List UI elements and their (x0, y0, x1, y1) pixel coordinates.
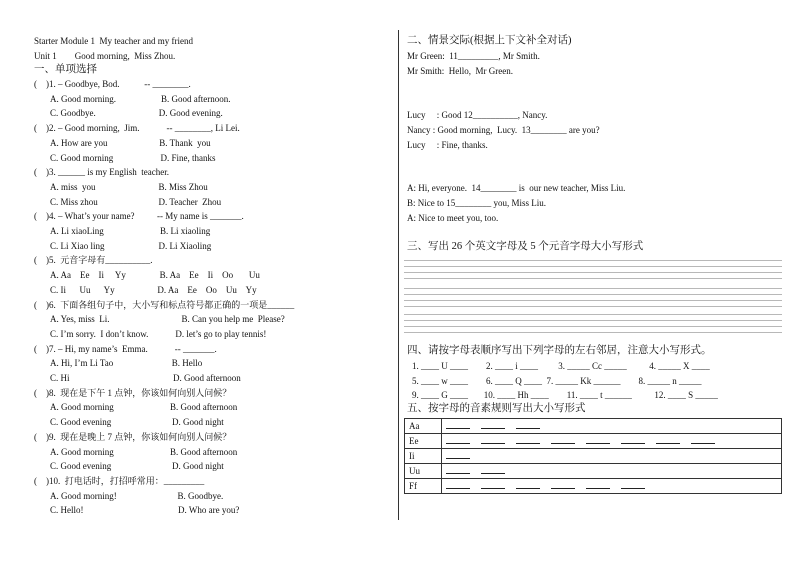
answer-cell (442, 449, 782, 464)
guide-line (404, 272, 782, 273)
guide-line (404, 314, 782, 315)
question-stem: ( )7. – Hi, my name’s Emma. -- _______. (34, 343, 217, 354)
answer-options: C. Ii Uu Yy D. Aa Ee Oo Uu Yy (50, 284, 257, 295)
guide-line (404, 288, 782, 289)
answer-options: C. Li Xiao ling D. Li Xiaoling (50, 240, 212, 251)
answer-cell (442, 464, 782, 479)
dialog-line: B: Nice to 15________ you, Miss Liu. (407, 198, 546, 208)
answer-options: C. Good evening D. Good night (50, 417, 224, 428)
guide-line (404, 320, 782, 321)
question-stem: ( )5. 元音字母有__________. (34, 255, 153, 266)
guide-line (404, 278, 782, 279)
answer-options: C. Goodbye. D. Good evening. (50, 108, 223, 119)
dialog-line: Mr Green: 11_________, Mr Smith. (407, 51, 540, 61)
question-stem: ( )9. 现在是晚上 7 点钟，你该如何向别人问候？ (34, 431, 232, 442)
answer-options: A. Hi, I’m Li Tao B. Hello (50, 358, 203, 369)
column-divider (398, 30, 399, 520)
answer-options: C. Good evening D. Good night (50, 461, 224, 472)
section-5-heading: 五、按字母的音素规则写出大小写形式 (407, 403, 586, 414)
table-row (405, 479, 782, 494)
answer-options: A. Yes, miss Li. B. Can you help me Please? (50, 314, 285, 325)
phonics-letter: Uu (405, 464, 442, 479)
dialog-line: A: Nice to meet you, too. (407, 213, 499, 223)
worksheet-title: Starter Module 1 My teacher and my friend (34, 36, 193, 46)
letter-neighbors-row: 5. ____ w ____ 6. ____ Q ____ 7. _____ Kk ______ 8. _____ n _____ (412, 376, 702, 386)
guide-line (404, 300, 782, 301)
table-row (405, 434, 782, 449)
question-stem: ( )10. 打电话时，打招呼常用：_________ (34, 475, 205, 486)
guide-line (404, 326, 782, 327)
question-stem: ( )4. – What’s your name? -- My name is _______. (34, 211, 244, 222)
answer-options: A. How are you B. Thank you (50, 137, 211, 148)
letter-neighbors-row: 9. ____ G ____ 10. ____ Hh ____ 11. ____ t ______ 12. ____ S _____ (412, 390, 718, 400)
unit-title: Unit 1 Good morning, Miss Zhou. (34, 51, 176, 61)
table-row (405, 419, 782, 434)
answer-cell (442, 434, 782, 449)
table-row (405, 449, 782, 464)
dialog-line: Mr Smith: Hello, Mr Green. (407, 66, 513, 76)
section-1-heading: 一、单项选择 (34, 64, 97, 75)
answer-options: A. Aa Ee Ii Yy B. Aa Ee Ii Oo Uu (50, 270, 260, 281)
answer-options: A. Good morning B. Good afternoon (50, 402, 238, 413)
dialog-line: Lucy : Fine, thanks. (407, 140, 488, 150)
guide-line (404, 294, 782, 295)
section-3-heading: 三、写出 26 个英文字母及 5 个元音字母大小写形式 (407, 241, 644, 252)
phonics-letter: Aa (405, 419, 442, 434)
answer-options: C. Good morning D. Fine, thanks (50, 152, 216, 163)
answer-options: A. Good morning B. Good afternoon (50, 446, 238, 457)
guide-line (404, 306, 782, 307)
question-stem: ( )6. 下面各组句子中，大小写和标点符号都正确的一项是______ (34, 299, 295, 310)
phonics-table (404, 418, 782, 494)
answer-options: A. Good morning! B. Goodbye. (50, 490, 224, 501)
answer-options: A. Good morning. B. Good afternoon. (50, 93, 231, 104)
answer-cell (442, 419, 782, 434)
answer-options: C. Hello! D. Who are you? (50, 505, 240, 516)
table-row (405, 464, 782, 479)
phonics-letter: Ii (405, 449, 442, 464)
phonics-letter: Ee (405, 434, 442, 449)
guide-line (404, 260, 782, 261)
answer-options: A. Li xiaoLing B. Li xiaoling (50, 226, 211, 236)
question-stem: ( )3. ______ is my English teacher. (34, 167, 169, 178)
section-4-heading: 四、请按字母表顺序写出下列字母的左右邻居，注意大小写形式。 (407, 345, 712, 356)
question-stem: ( )8. 现在是下午 1 点钟，你该如何向别人问候？ (34, 387, 232, 398)
question-stem: ( )1. – Goodbye, Bod. -- ________. (34, 79, 191, 89)
section-2-heading: 二、情景交际(根据上下文补全对话) (407, 35, 572, 46)
question-stem: ( )2. – Good morning, Jim. -- ________, Li Lei. (34, 123, 240, 134)
answer-cell (442, 479, 782, 494)
answer-options: C. Miss zhou D. Teacher Zhou (50, 196, 222, 207)
dialog-line: Lucy : Good 12__________, Nancy. (407, 110, 548, 120)
dialog-line: Nancy : Good morning, Lucy. 13________ are you? (407, 125, 600, 135)
guide-line (404, 332, 782, 333)
answer-options: A. miss you B. Miss Zhou (50, 181, 208, 192)
guide-line (404, 266, 782, 267)
answer-options: C. I’m sorry. I don’t know. D. let’s go to play tennis! (50, 328, 267, 339)
dialog-line: A: Hi, everyone. 14________ is our new teacher, Miss Liu. (407, 183, 626, 193)
phonics-letter: Ff (405, 479, 442, 494)
letter-neighbors-row: 1. ____ U ____ 2. ____ i ____ 3. _____ Cc _____ 4. _____ X ____ (412, 361, 710, 371)
answer-options: C. Hi D. Good afternoon (50, 373, 241, 383)
